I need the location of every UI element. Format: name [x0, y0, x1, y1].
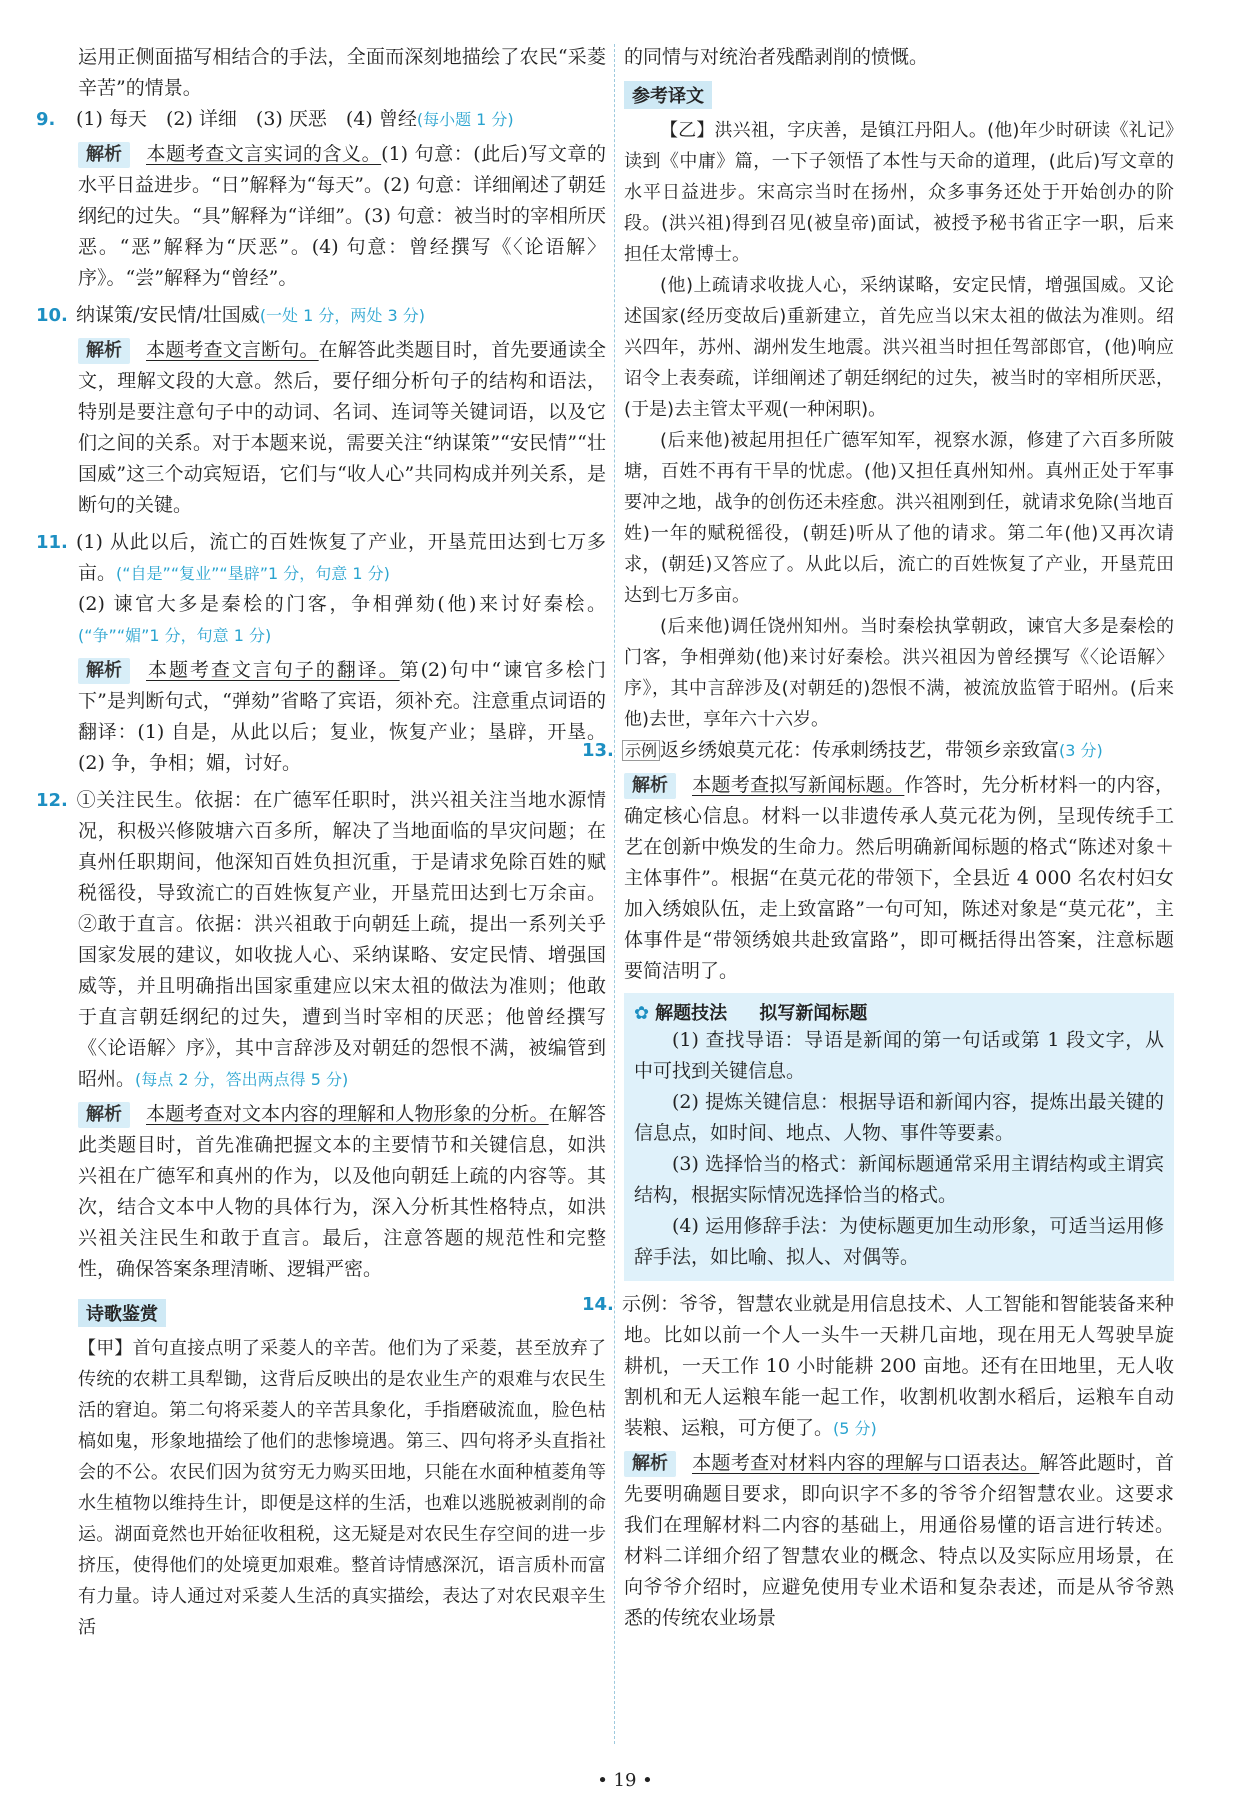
question-number: 14.: [582, 1294, 614, 1315]
answer: (1) 每天 (2) 详细 (3) 厌恶 (4) 曾经: [76, 108, 417, 130]
translation-paragraph: (他)上疏请求收拢人心，采纳谋略，安定民情，增强国威。又论述国家(经历变故后)重新建立，首先应当以宋太祖的做法为准则。绍兴四年，苏州、湖州发生地震。洪兴祖当时担任驾部郎官，(他)响应诏令上表奏疏，详细阐述了朝廷纲纪的过失，被当时的宰相所厌恶，(于是)去主管太平观(一种闲职)。: [624, 275, 1174, 420]
answer: 示例：爷爷，智慧农业就是用信息技术、人工智能和智能装备来种地。比如以前一个人一头牛一天耕几亩地，现在用无人驾驶旱旋耕机，一天工作 10 小时能耕 200 亩地。还有在田地里，无人收割机和无人运粮车能一起工作，收割机收割水稻后，运粮车自动装粮、运粮，可方便了。: [622, 1293, 1174, 1439]
intro-text: 运用正侧面描写相结合的手法，全面而深刻地描绘了农民“采菱辛苦”的情景。: [78, 46, 606, 99]
analysis-9: [78, 139, 606, 294]
analysis-label: 解析: [78, 1102, 130, 1128]
analysis-lead: 本题考查对材料内容的理解与口语表达。: [692, 1452, 1040, 1474]
answer: 纳谋策/安民情/壮国威: [76, 304, 260, 326]
score-note: (每点 2 分，答出两点得 5 分): [135, 1070, 349, 1089]
score-note: (5 分): [833, 1419, 877, 1438]
question-10: [36, 300, 606, 331]
question-number: 11.: [36, 532, 68, 553]
analysis-12: [78, 1099, 606, 1285]
analysis-body: 第(2)句中“谏官多桧门下”是判断句式，“弹劾”省略了宾语，须补充。注意重点词语的翻译：(1) 自是，从此以后；复业，恢复产业；垦辟，开垦。(2) 争，争相；媚，讨好。: [78, 659, 606, 774]
tip-item: (3) 选择恰当的格式：新闻标题通常采用主谓结构或主谓宾结构，根据实际情况选择恰当的格式。: [634, 1153, 1164, 1206]
translation-section-heading: 参考译文: [624, 81, 712, 109]
poetry-analysis: 【甲】首句直接点明了采菱人的辛苦。他们为了采菱，甚至放弃了传统的农耕工具犁锄，这背后反映出的是农业生产的艰难与农民生活的窘迫。第二句将采菱人的辛苦具象化，手指磨破流血，脸色枯槁如鬼，形象地描绘了他们的悲惨境遇。第三、四句将矛头直指社会的不公。农民们因为贫穷无力购买田地，只能在水面种植菱角等水生植物以维持生计，即便是这样的生活，也难以逃脱被剥削的命运。湖面竟然也开始征收租税，这无疑是对农民生存空间的进一步挤压，使得他们的处境更加艰难。整首诗情感深沉，语言质朴而富有力量。诗人通过对采菱人生活的真实描绘，表达了对农民艰辛生活: [78, 1338, 606, 1638]
answer: ①关注民生。依据：在广德军任职时，洪兴祖关注当地水源情况，积极兴修陂塘六百多所，解决了当地面临的旱灾问题；在真州任职期间，他深知百姓负担沉重，于是请求免除百姓的赋税徭役，导致流亡的百姓恢复产业，开垦荒田达到七万余亩。②敢于直言。依据：洪兴祖敢于向朝廷上疏，提出一系列关乎国家发展的建议，如收拢人心、采纳谋略、安定民情、增强国威等，并且明确指出国家重建应以宋太祖的做法为准则；他敢于直言朝廷纲纪的过失，遭到当时宰相的厌恶；他曾经撰写《〈论语解〉序》，其中言辞涉及对朝廷的怨恨不满，被编管到昭州。: [76, 789, 606, 1090]
analysis-lead: 本题考查文言句子的翻译。: [146, 659, 400, 681]
sample-tag: 示例: [622, 740, 660, 761]
left-column: [36, 42, 606, 1643]
analysis-label: 解析: [78, 658, 130, 684]
analysis-body: 在解答此类题目时，首先要通读全文，理解文段的大意。然后，要仔细分析句子的结构和语法，特别是要注意句子中的动词、名词、连词等关键词语，以及它们之间的关系。对于本题来说，需要关注“纳谋策”“安民情”“壮国威”这三个动宾短语，它们与“收人心”共同构成并列关系，是断句的关键。: [78, 339, 606, 516]
analysis-body: 作答时，先分析材料一的内容，确定核心信息。材料一以非遗传承人莫元花为例，呈现传统手工艺在创新中焕发的生命力。然后明确新闻标题的格式“陈述对象＋主体事件”。根据“在莫元花的带领下，全县近 4 000 名农村妇女加入绣娘队伍，走上致富路”一句可知，陈述对象是“莫元花”，主体事件是“带领绣娘共赴致富路”，即可概括得出答案，注意标题要简洁明了。: [624, 774, 1174, 982]
column-divider: [614, 44, 615, 1744]
gear-icon: ✿: [634, 1003, 650, 1024]
translation-paragraph: (后来他)调任饶州知州。当时秦桧执掌朝政，谏官大多是秦桧的门客，争相弹劾(他)来讨好秦桧。洪兴祖因为曾经撰写《〈论语解〉序》，其中言辞涉及(对朝廷的)怨恨不满，被流放监管于昭州。(后来他)去世，享年六十六岁。: [624, 616, 1174, 730]
analysis-10: [78, 335, 606, 521]
analysis-label: 解析: [78, 338, 130, 364]
question-9: [36, 104, 606, 135]
analysis-label: 解析: [78, 142, 130, 168]
tip-item: (1) 查找导语：导语是新闻的第一句话或第 1 段文字，从中可找到关键信息。: [634, 1029, 1164, 1082]
question-12: [36, 785, 606, 1095]
page-number: • 19 •: [597, 1770, 653, 1791]
question-number: 9.: [36, 109, 56, 130]
analysis-11: [78, 655, 606, 779]
score-note: (一处 1 分，两处 3 分): [259, 306, 426, 325]
poetry-section-heading: 诗歌鉴赏: [78, 1299, 166, 1327]
question-14: [582, 1289, 1174, 1444]
answer: 返乡绣娘莫元花：传承刺绣技艺，带领乡亲致富: [660, 739, 1060, 761]
analysis-body: (1) 句意：(此后)写文章的水平日益进步。“日”解释为“每天”。(2) 句意：详细阐述了朝廷纲纪的过失。“具”解释为“详细”。(3) 句意：被当时的宰相所厌恶。“恶”解释为“厌恶”。(4) 句意：曾经撰写《〈论语解〉序》。“尝”解释为“曾经”。: [78, 143, 606, 289]
analysis-label: 解析: [624, 1451, 676, 1477]
translation-paragraph: 【乙】洪兴祖，字庆善，是镇江丹阳人。(他)年少时研读《礼记》读到《中庸》篇，一下子领悟了本性与天命的道理，(此后)写文章的水平日益进步。宋高宗当时在扬州，众多事务还处于开始创办的阶段。(洪兴祖)得到召见(被皇帝)面试，被授予秘书省正字一职，后来担任太常博士。: [624, 120, 1174, 265]
analysis-lead: 本题考查文言断句。: [146, 339, 319, 361]
right-column: [582, 42, 1174, 1640]
analysis-body: 解答此题时，首先要明确题目要求，即向识字不多的爷爷介绍智慧农业。这要求我们在理解材料二内容的基础上，用通俗易懂的语言进行转述。材料二详细介绍了智慧农业的概念、特点以及实际应用场景，在向爷爷介绍时，应避免使用专业术语和复杂表述，而是从爷爷熟悉的传统农业场景: [624, 1452, 1174, 1629]
score-note: (3 分): [1059, 741, 1103, 760]
question-number: 12.: [36, 790, 68, 811]
analysis-label: 解析: [624, 773, 676, 799]
analysis-lead: 本题考查文言实词的含义。: [146, 143, 382, 165]
score-note-2: (“争”“媚”1 分，句意 1 分): [78, 626, 272, 645]
translation-body: [624, 115, 1174, 735]
tip-subtitle: 拟写新闻标题: [759, 1003, 868, 1024]
answer-1: (1) 从此以后，流亡的百姓恢复了产业，开垦荒田达到七万多亩。: [76, 531, 606, 584]
question-number: 13.: [582, 740, 614, 761]
question-number: 10.: [36, 305, 68, 326]
score-note-1: (“自是”“复业”“垦辟”1 分，句意 1 分): [116, 564, 390, 583]
tip-item: (4) 运用修辞手法：为使标题更加生动形象，可适当运用修辞手法，如比喻、拟人、对偶等。: [634, 1215, 1164, 1268]
analysis-body: 在解答此类题目时，首先准确把握文本的主要情节和关键信息，如洪兴祖在广德军和真州的作为，以及他向朝廷上疏的内容等。其次，结合文本中人物的具体行为，深入分析其性格特点，如洪兴祖关注民生和敢于直言。最后，注意答题的规范性和完整性，确保答案条理清晰、逻辑严密。: [78, 1103, 606, 1280]
score-note: (每小题 1 分): [416, 110, 514, 129]
translation-paragraph: (后来他)被起用担任广德军知军，视察水源，修建了六百多所陂塘，百姓不再有干旱的忧虑。(他)又担任真州知州。真州正处于军事要冲之地，战争的创伤还未痊愈。洪兴祖刚到任，就请求免除(当地百姓)一年的赋税徭役，(朝廷)听从了他的请求。第二年(他)又再次请求，(朝廷)又答应了。从此以后，流亡的百姓恢复了产业，开垦荒田达到七万多亩。: [624, 430, 1174, 606]
tip-title: 解题技法: [655, 1003, 728, 1024]
analysis-lead: 本题考查拟写新闻标题。: [692, 774, 905, 796]
analysis-lead: 本题考查对文本内容的理解和人物形象的分析。: [146, 1103, 549, 1125]
intro-text: 的同情与对统治者残酷剥削的愤慨。: [624, 46, 929, 68]
answer-2: (2) 谏官大多是秦桧的门客，争相弹劾(他)来讨好秦桧。: [78, 593, 606, 615]
tip-box: [624, 993, 1174, 1281]
question-13: [582, 735, 1174, 766]
question-11: [36, 527, 606, 651]
tip-item: (2) 提炼关键信息：根据导语和新闻内容，提炼出最关键的信息点，如时间、地点、人物、事件等要素。: [634, 1091, 1164, 1144]
tip-heading: [634, 999, 1164, 1025]
analysis-13: [624, 770, 1174, 987]
analysis-14: [624, 1448, 1174, 1634]
